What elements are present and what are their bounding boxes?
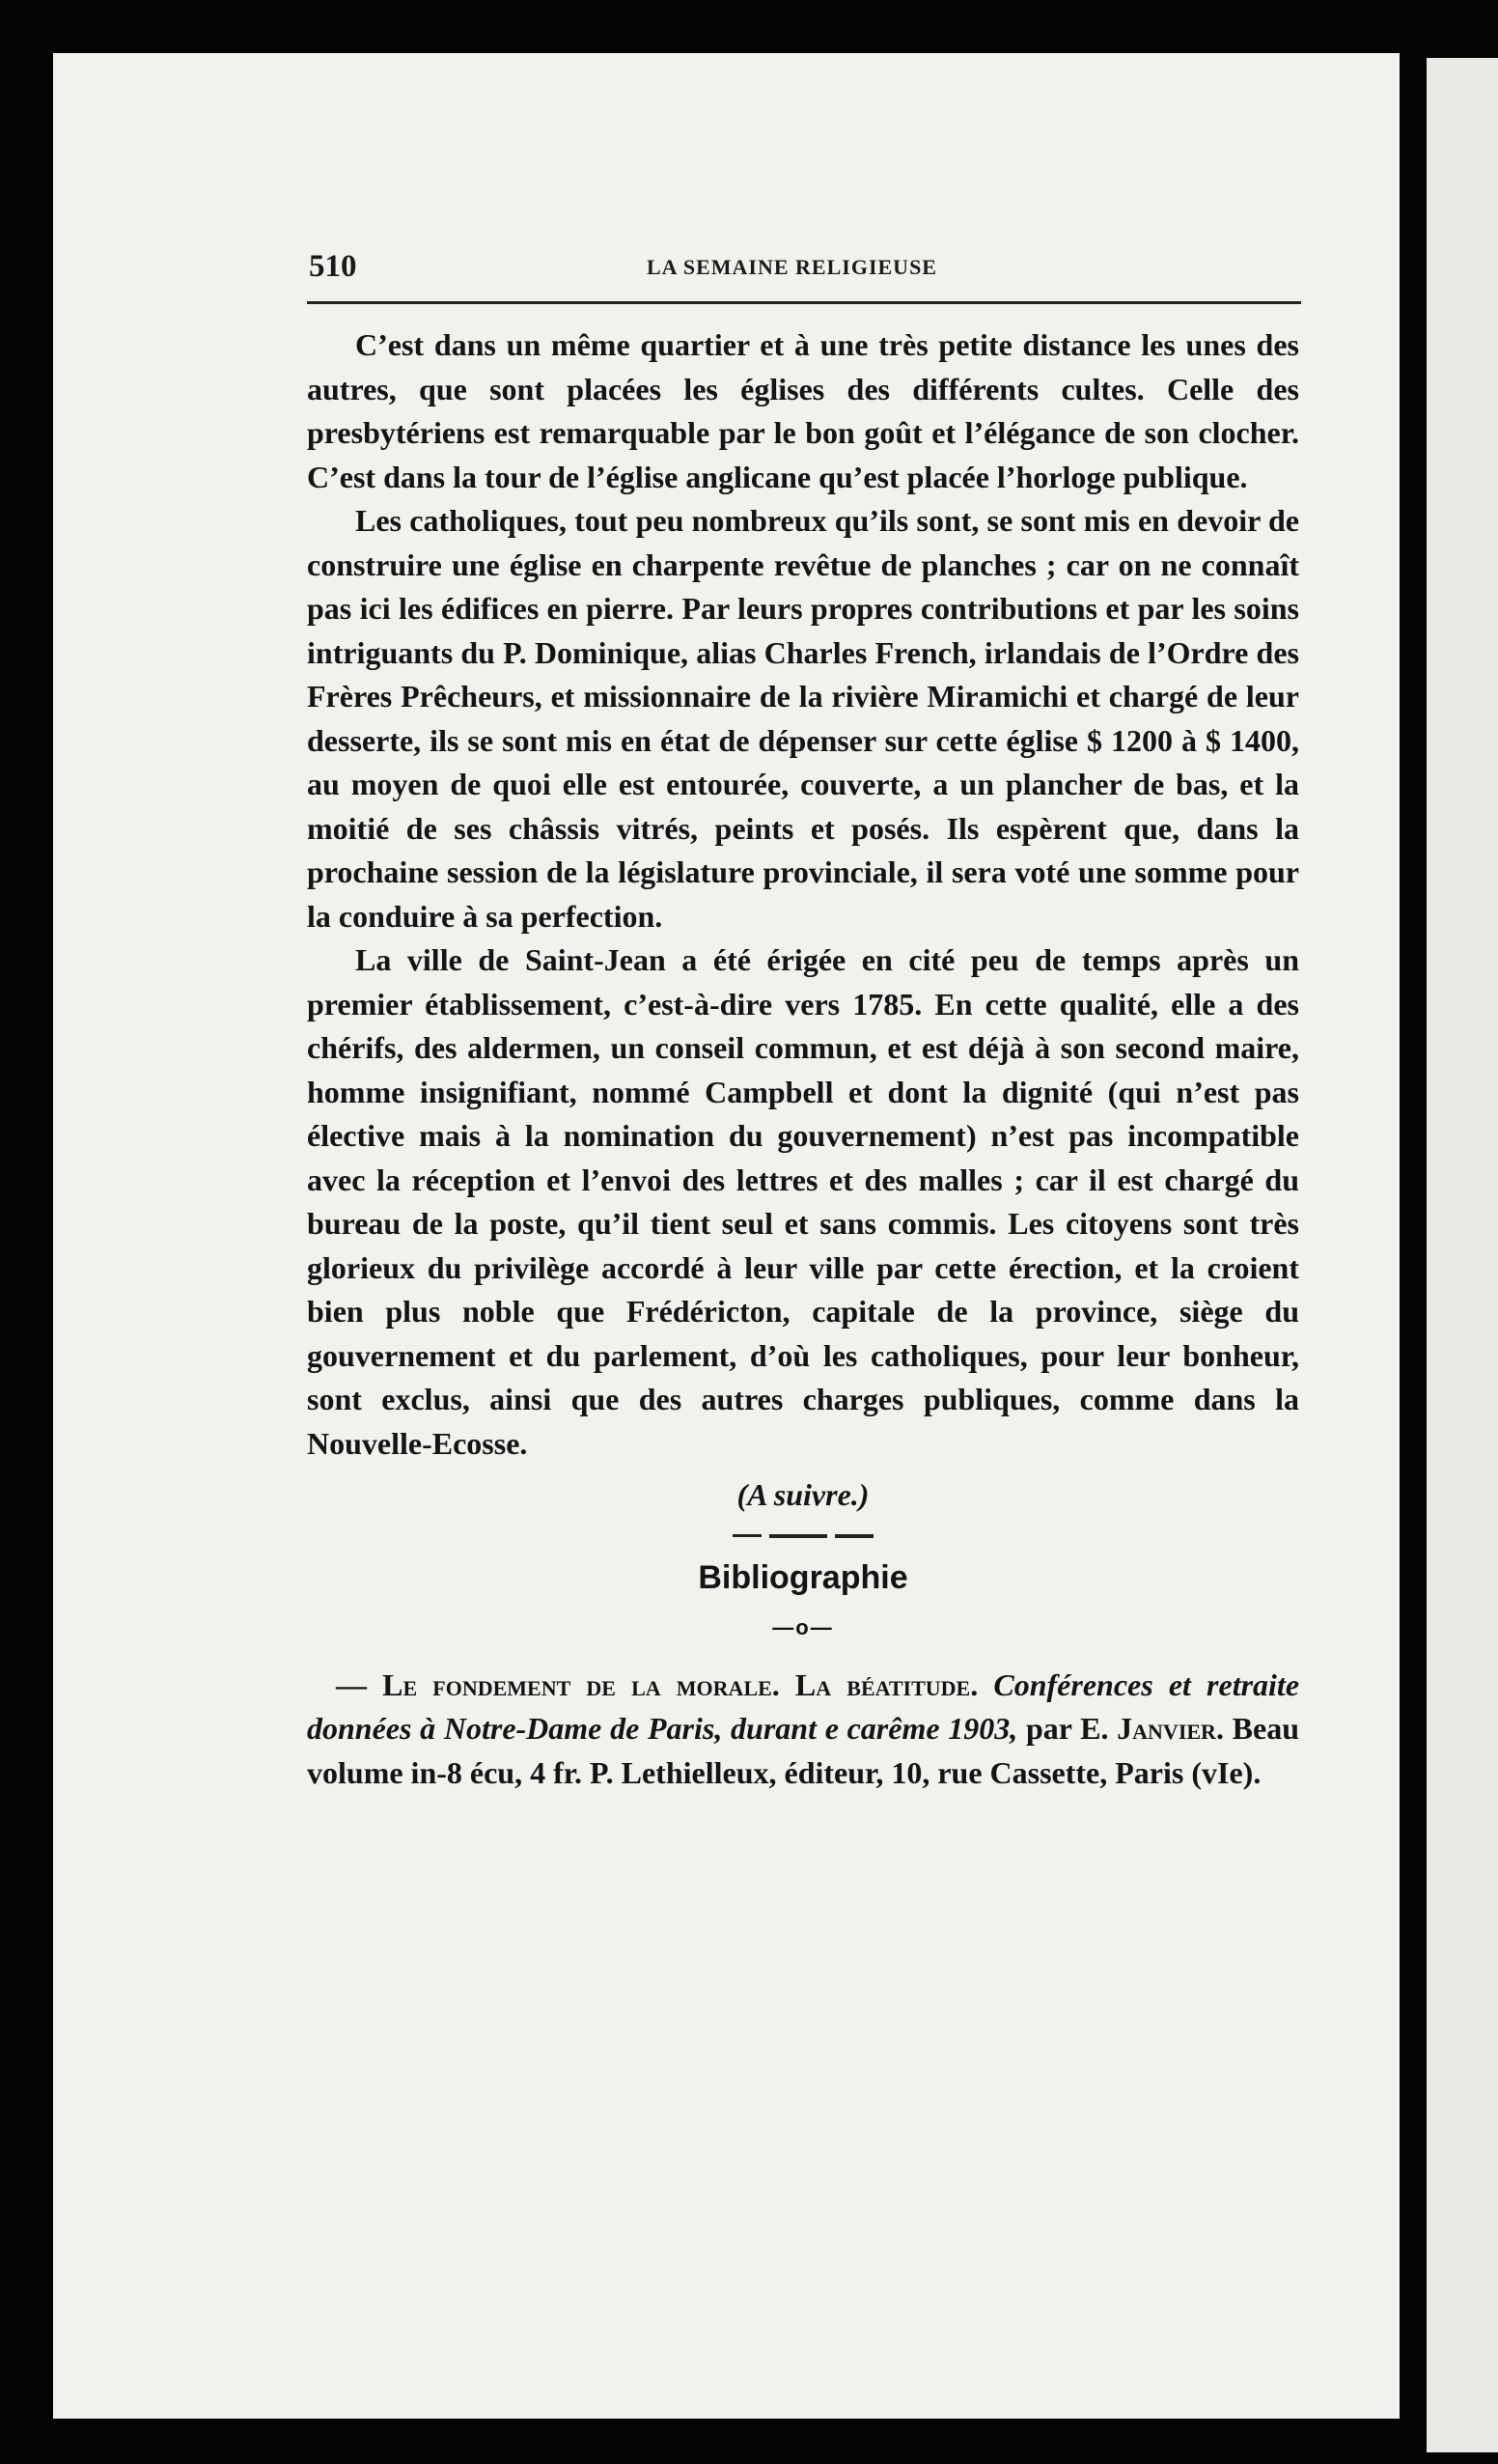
entry-subtitle: Conférences et retraite données à Notre-Dame de Paris, durant e carême 1903, — [307, 1666, 1300, 1746]
entry-details: Beau volume in-8 écu, 4 fr. P. Lethielleux, éditeur, 10, rue Cassette, Paris (vIe). — [307, 1711, 1300, 1790]
entry-by: par — [1017, 1711, 1081, 1746]
bibliography-entry — [307, 1664, 1299, 1796]
running-title: LA SEMAINE RELIGIEUSE — [647, 255, 937, 279]
paragraph-1: C’est dans un même quartier et à une très petite distance les unes des autres, que sont placées les églises des différents cultes. Celle des presbytériens est remarquable par le bon goût et l’élégance de son clocher. C’est dans la tour de l’église anglicane qu’est placée l’horloge publique. — [307, 327, 1299, 494]
entry-title: Le fondement de la morale. La béatitude. — [382, 1666, 979, 1702]
entry-author: E. Janvier. — [1080, 1711, 1224, 1746]
paragraph-3: La ville de Saint-Jean a été érigée en cité peu de temps après un premier établissement, c’est-à-dire vers 1785. En cette qualité, elle a des chérifs, des aldermen, un conseil commun, et est déjà à son second maire, homme insignifiant, nommé Campbell et dont la dignité (qui n’est pas élective mais à la nomination du gouvernement) n’est pas incompatible avec la réception et l’envoi des lettres et des malles ; car il est chargé du bureau de la poste, qu’il tient seul et sans commis. Les citoyens sont très glorieux du privilège accordé à leur ville par cette érection, et la croient bien plus noble que Frédéricton, capitale de la province, siège du gouvernement et du parlement, d’où les catholiques, pour leur bonheur, sont exclus, ainsi que des autres charges publiques, comme dans la Nouvelle-Ecosse. — [307, 942, 1299, 1461]
article-body — [307, 323, 1299, 1795]
header-rule — [307, 301, 1301, 304]
facing-page-edge — [1427, 58, 1498, 2452]
bibliography-heading: Bibliographie — [698, 1558, 908, 1596]
section-ornament — [307, 1520, 1299, 1553]
paragraph-2: Les catholiques, tout peu nombreux qu’ils sont, se sont mis en devoir de construire une église en charpente revêtue de planches ; car on ne connaît pas ici les édifices en pierre. Par leurs propres contributions et par les soins intriguants du P. Dominique, alias Charles French, irlandais de l’Ordre des Frères Prêcheurs, et missionnaire de la rivière Miramichi et chargé de leur desserte, ils se sont mis en état de dépenser sur cette église $ 1200 à $ 1400, au moyen de quoi elle est entourée, couverte, a un plancher de bas, et la moitié de ses châssis vitrés, peints et posés. Ils espèrent que, dans la prochaine session de la législature provinciale, il sera voté une somme pour la conduire à sa perfection. — [307, 503, 1299, 934]
to-be-continued: (A suivre.) — [736, 1477, 870, 1512]
page-header — [309, 249, 1301, 288]
page-number: 510 — [309, 249, 357, 284]
bibliography-divider: —o— — [772, 1615, 834, 1639]
entry-dash: — — [336, 1666, 383, 1702]
